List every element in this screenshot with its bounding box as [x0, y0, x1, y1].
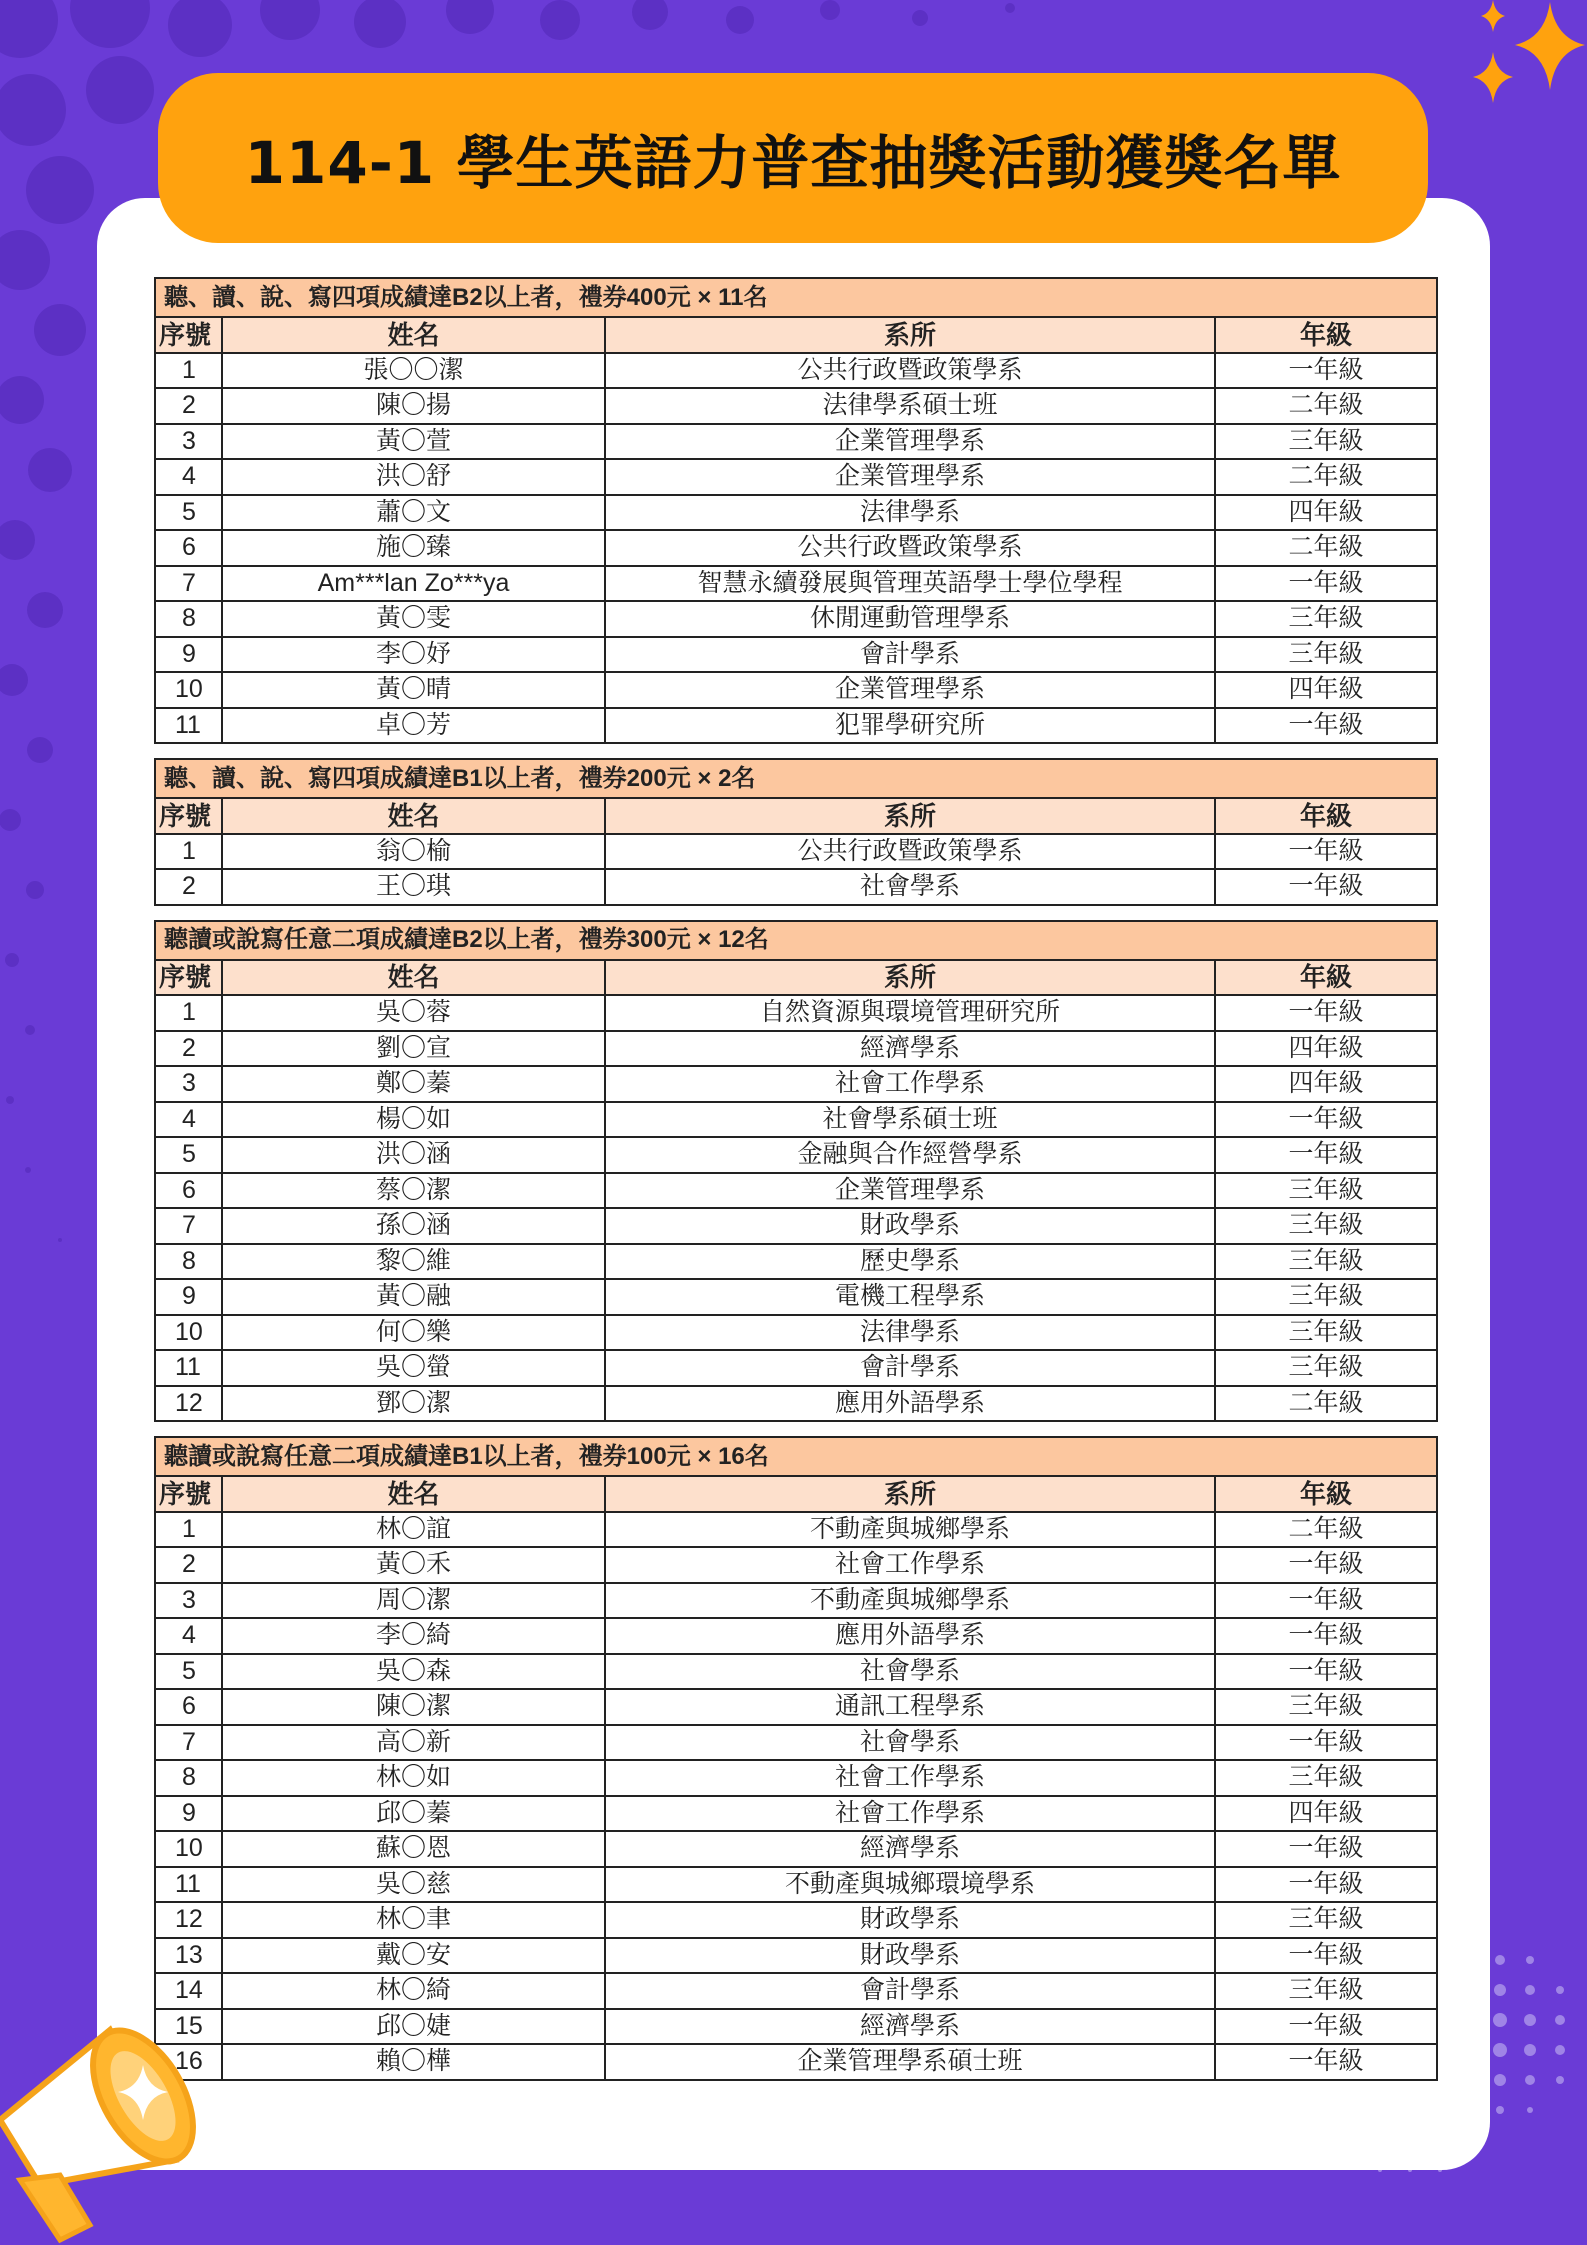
dept-cell: 自然資源與環境管理研究所: [605, 995, 1215, 1031]
table-row: [155, 1760, 1437, 1796]
year-cell: 二年級: [1215, 459, 1437, 495]
table-row: [155, 495, 1437, 531]
seq-cell: 3: [155, 1066, 222, 1102]
seq-cell: 1: [155, 834, 222, 870]
name-cell: 蕭〇文: [222, 495, 605, 531]
dept-cell: 不動產與城鄉環境學系: [605, 1867, 1215, 1903]
year-cell: 一年級: [1215, 995, 1437, 1031]
column-header-seq: 序號: [155, 317, 222, 353]
table-row: [155, 353, 1437, 389]
dept-cell: 企業管理學系: [605, 672, 1215, 708]
name-cell: 王〇琪: [222, 869, 605, 905]
seq-cell: 8: [155, 1244, 222, 1280]
year-cell: 三年級: [1215, 1760, 1437, 1796]
dept-cell: 社會工作學系: [605, 1796, 1215, 1832]
year-cell: 三年級: [1215, 601, 1437, 637]
table-row: [155, 2009, 1437, 2045]
name-cell: 鄭〇蓁: [222, 1066, 605, 1102]
name-cell: 陳〇揚: [222, 388, 605, 424]
name-cell: 吳〇慈: [222, 1867, 605, 1903]
column-header-dept: 系所: [605, 1476, 1215, 1512]
year-cell: 一年級: [1215, 1654, 1437, 1690]
year-cell: 一年級: [1215, 566, 1437, 602]
year-cell: 一年級: [1215, 1547, 1437, 1583]
name-cell: 李〇妤: [222, 637, 605, 673]
dept-cell: 智慧永續發展與管理英語學士學位學程: [605, 566, 1215, 602]
name-cell: 鄧〇潔: [222, 1386, 605, 1422]
seq-cell: 1: [155, 1512, 222, 1548]
sparkle-icon: [1465, 0, 1587, 130]
name-cell: 洪〇涵: [222, 1137, 605, 1173]
dept-cell: 企業管理學系: [605, 1173, 1215, 1209]
name-cell: 劉〇宣: [222, 1031, 605, 1067]
seq-cell: 1: [155, 995, 222, 1031]
year-cell: 四年級: [1215, 672, 1437, 708]
seq-cell: 9: [155, 1279, 222, 1315]
name-cell: 高〇新: [222, 1725, 605, 1761]
year-cell: 一年級: [1215, 1725, 1437, 1761]
dept-cell: 法律學系: [605, 495, 1215, 531]
dept-cell: 財政學系: [605, 1208, 1215, 1244]
year-cell: 三年級: [1215, 1208, 1437, 1244]
table-row: [155, 1796, 1437, 1832]
dept-cell: 社會學系碩士班: [605, 1102, 1215, 1138]
dept-cell: 經濟學系: [605, 1031, 1215, 1067]
table-row: [155, 2044, 1437, 2080]
dept-cell: 公共行政暨政策學系: [605, 834, 1215, 870]
winners-section-table: [154, 1436, 1438, 2081]
seq-cell: 16: [155, 2044, 222, 2080]
dept-cell: 法律學系: [605, 1315, 1215, 1351]
section-header: 聽讀或說寫任意二項成績達B2以上者，禮券300元 × 12名: [155, 921, 1437, 960]
seq-cell: 4: [155, 1102, 222, 1138]
seq-cell: 2: [155, 388, 222, 424]
seq-cell: 7: [155, 1725, 222, 1761]
winners-section-table: [154, 277, 1438, 744]
dept-cell: 應用外語學系: [605, 1386, 1215, 1422]
year-cell: 三年級: [1215, 1279, 1437, 1315]
name-cell: 林〇聿: [222, 1902, 605, 1938]
seq-cell: 11: [155, 708, 222, 744]
table-row: [155, 1725, 1437, 1761]
seq-cell: 11: [155, 1867, 222, 1903]
column-header-name: 姓名: [222, 960, 605, 996]
megaphone-icon: [0, 2010, 200, 2245]
seq-cell: 4: [155, 459, 222, 495]
name-cell: 周〇潔: [222, 1583, 605, 1619]
seq-cell: 2: [155, 869, 222, 905]
year-cell: 二年級: [1215, 530, 1437, 566]
dept-cell: 公共行政暨政策學系: [605, 530, 1215, 566]
column-header-year: 年級: [1215, 317, 1437, 353]
dept-cell: 公共行政暨政策學系: [605, 353, 1215, 389]
table-row: [155, 1208, 1437, 1244]
seq-cell: 8: [155, 601, 222, 637]
dept-cell: 企業管理學系: [605, 424, 1215, 460]
year-cell: 三年級: [1215, 637, 1437, 673]
dept-cell: 不動產與城鄉學系: [605, 1583, 1215, 1619]
name-cell: 翁〇榆: [222, 834, 605, 870]
table-row: [155, 1583, 1437, 1619]
year-cell: 一年級: [1215, 1102, 1437, 1138]
name-cell: 陳〇潔: [222, 1689, 605, 1725]
dept-cell: 社會工作學系: [605, 1547, 1215, 1583]
section-header: 聽、讀、說、寫四項成績達B2以上者，禮券400元 × 11名: [155, 278, 1437, 317]
column-header-seq: 序號: [155, 798, 222, 834]
name-cell: 洪〇舒: [222, 459, 605, 495]
seq-cell: 5: [155, 1654, 222, 1690]
table-row: [155, 424, 1437, 460]
year-cell: 四年級: [1215, 1796, 1437, 1832]
year-cell: 一年級: [1215, 1618, 1437, 1654]
dept-cell: 企業管理學系: [605, 459, 1215, 495]
dept-cell: 會計學系: [605, 1350, 1215, 1386]
table-row: [155, 1137, 1437, 1173]
column-header-name: 姓名: [222, 798, 605, 834]
seq-cell: 1: [155, 353, 222, 389]
year-cell: 三年級: [1215, 1244, 1437, 1280]
name-cell: 黃〇融: [222, 1279, 605, 1315]
dept-cell: 法律學系碩士班: [605, 388, 1215, 424]
dept-cell: 社會學系: [605, 1654, 1215, 1690]
seq-cell: 3: [155, 424, 222, 460]
year-cell: 一年級: [1215, 1938, 1437, 1974]
table-row: [155, 1066, 1437, 1102]
dept-cell: 財政學系: [605, 1938, 1215, 1974]
year-cell: 三年級: [1215, 1315, 1437, 1351]
dept-cell: 電機工程學系: [605, 1279, 1215, 1315]
table-row: [155, 1973, 1437, 2009]
seq-cell: 11: [155, 1350, 222, 1386]
seq-cell: 14: [155, 1973, 222, 2009]
year-cell: 三年級: [1215, 1973, 1437, 2009]
table-row: [155, 1618, 1437, 1654]
name-cell: 戴〇安: [222, 1938, 605, 1974]
name-cell: 林〇如: [222, 1760, 605, 1796]
name-cell: 蘇〇恩: [222, 1831, 605, 1867]
dept-cell: 通訊工程學系: [605, 1689, 1215, 1725]
table-row: [155, 530, 1437, 566]
name-cell: 林〇誼: [222, 1512, 605, 1548]
table-row: [155, 1350, 1437, 1386]
winners-tables: [154, 277, 1436, 2095]
year-cell: 一年級: [1215, 1137, 1437, 1173]
dept-cell: 社會工作學系: [605, 1760, 1215, 1796]
name-cell: 楊〇如: [222, 1102, 605, 1138]
name-cell: 孫〇涵: [222, 1208, 605, 1244]
year-cell: 一年級: [1215, 1583, 1437, 1619]
name-cell: Am***lan Zo***ya: [222, 566, 605, 602]
table-row: [155, 1512, 1437, 1548]
name-cell: 賴〇樺: [222, 2044, 605, 2080]
table-row: [155, 1386, 1437, 1422]
dept-cell: 會計學系: [605, 1973, 1215, 2009]
table-row: [155, 834, 1437, 870]
seq-cell: 13: [155, 1938, 222, 1974]
table-row: [155, 1938, 1437, 1974]
table-row: [155, 1831, 1437, 1867]
year-cell: 四年級: [1215, 1066, 1437, 1102]
year-cell: 三年級: [1215, 1689, 1437, 1725]
table-row: [155, 1689, 1437, 1725]
year-cell: 二年級: [1215, 388, 1437, 424]
dept-cell: 休閒運動管理學系: [605, 601, 1215, 637]
name-cell: 李〇綺: [222, 1618, 605, 1654]
seq-cell: 6: [155, 1173, 222, 1209]
year-cell: 三年級: [1215, 1902, 1437, 1938]
name-cell: 何〇樂: [222, 1315, 605, 1351]
year-cell: 一年級: [1215, 708, 1437, 744]
name-cell: 黃〇晴: [222, 672, 605, 708]
name-cell: 邱〇蓁: [222, 1796, 605, 1832]
name-cell: 黃〇萱: [222, 424, 605, 460]
seq-cell: 2: [155, 1547, 222, 1583]
year-cell: 一年級: [1215, 2044, 1437, 2080]
section-header: 聽、讀、說、寫四項成績達B1以上者，禮券200元 × 2名: [155, 759, 1437, 798]
column-header-name: 姓名: [222, 317, 605, 353]
name-cell: 黎〇維: [222, 1244, 605, 1280]
table-row: [155, 1173, 1437, 1209]
table-row: [155, 1547, 1437, 1583]
table-row: [155, 1031, 1437, 1067]
table-row: [155, 1654, 1437, 1690]
name-cell: 黃〇禾: [222, 1547, 605, 1583]
year-cell: 一年級: [1215, 1831, 1437, 1867]
column-header-year: 年級: [1215, 960, 1437, 996]
table-row: [155, 1244, 1437, 1280]
section-header: 聽讀或說寫任意二項成績達B1以上者，禮券100元 × 16名: [155, 1437, 1437, 1476]
seq-cell: 10: [155, 672, 222, 708]
dept-cell: 企業管理學系碩士班: [605, 2044, 1215, 2080]
table-row: [155, 601, 1437, 637]
dept-cell: 犯罪學研究所: [605, 708, 1215, 744]
table-row: [155, 869, 1437, 905]
name-cell: 林〇綺: [222, 1973, 605, 2009]
seq-cell: 12: [155, 1902, 222, 1938]
year-cell: 二年級: [1215, 1512, 1437, 1548]
dept-cell: 金融與合作經營學系: [605, 1137, 1215, 1173]
dept-cell: 會計學系: [605, 637, 1215, 673]
table-row: [155, 1102, 1437, 1138]
table-row: [155, 1902, 1437, 1938]
table-row: [155, 388, 1437, 424]
table-row: [155, 708, 1437, 744]
seq-cell: 15: [155, 2009, 222, 2045]
table-row: [155, 459, 1437, 495]
column-header-year: 年級: [1215, 798, 1437, 834]
column-header-dept: 系所: [605, 960, 1215, 996]
name-cell: 蔡〇潔: [222, 1173, 605, 1209]
column-header-dept: 系所: [605, 317, 1215, 353]
seq-cell: 8: [155, 1760, 222, 1796]
year-cell: 三年級: [1215, 1173, 1437, 1209]
seq-cell: 7: [155, 566, 222, 602]
column-header-dept: 系所: [605, 798, 1215, 834]
year-cell: 一年級: [1215, 1867, 1437, 1903]
page-title: 114-1 學生英語力普查抽獎活動獲獎名單: [244, 129, 1342, 197]
winners-section-table: [154, 758, 1438, 906]
name-cell: 卓〇芳: [222, 708, 605, 744]
year-cell: 一年級: [1215, 834, 1437, 870]
table-row: [155, 1315, 1437, 1351]
year-cell: 一年級: [1215, 869, 1437, 905]
table-row: [155, 995, 1437, 1031]
name-cell: 黃〇雯: [222, 601, 605, 637]
year-cell: 四年級: [1215, 1031, 1437, 1067]
column-header-name: 姓名: [222, 1476, 605, 1512]
seq-cell: 4: [155, 1618, 222, 1654]
seq-cell: 5: [155, 495, 222, 531]
dept-cell: 財政學系: [605, 1902, 1215, 1938]
year-cell: 三年級: [1215, 1350, 1437, 1386]
year-cell: 一年級: [1215, 2009, 1437, 2045]
seq-cell: 7: [155, 1208, 222, 1244]
year-cell: 四年級: [1215, 495, 1437, 531]
seq-cell: 10: [155, 1831, 222, 1867]
name-cell: 吳〇蓉: [222, 995, 605, 1031]
table-row: [155, 1867, 1437, 1903]
seq-cell: 6: [155, 1689, 222, 1725]
seq-cell: 3: [155, 1583, 222, 1619]
column-header-seq: 序號: [155, 960, 222, 996]
table-row: [155, 566, 1437, 602]
dept-cell: 社會學系: [605, 1725, 1215, 1761]
seq-cell: 2: [155, 1031, 222, 1067]
name-cell: 吳〇森: [222, 1654, 605, 1690]
column-header-year: 年級: [1215, 1476, 1437, 1512]
dept-cell: 社會學系: [605, 869, 1215, 905]
year-cell: 三年級: [1215, 424, 1437, 460]
dept-cell: 經濟學系: [605, 1831, 1215, 1867]
dept-cell: 應用外語學系: [605, 1618, 1215, 1654]
dept-cell: 歷史學系: [605, 1244, 1215, 1280]
seq-cell: 10: [155, 1315, 222, 1351]
name-cell: 施〇臻: [222, 530, 605, 566]
dept-cell: 不動產與城鄉學系: [605, 1512, 1215, 1548]
table-row: [155, 672, 1437, 708]
name-cell: 吳〇螢: [222, 1350, 605, 1386]
seq-cell: 6: [155, 530, 222, 566]
dept-cell: 經濟學系: [605, 2009, 1215, 2045]
title-banner: [158, 73, 1428, 243]
name-cell: 張〇〇潔: [222, 353, 605, 389]
dept-cell: 社會工作學系: [605, 1066, 1215, 1102]
seq-cell: 12: [155, 1386, 222, 1422]
year-cell: 一年級: [1215, 353, 1437, 389]
winners-section-table: [154, 920, 1438, 1423]
seq-cell: 5: [155, 1137, 222, 1173]
name-cell: 邱〇婕: [222, 2009, 605, 2045]
seq-cell: 9: [155, 1796, 222, 1832]
table-row: [155, 637, 1437, 673]
seq-cell: 9: [155, 637, 222, 673]
column-header-seq: 序號: [155, 1476, 222, 1512]
table-row: [155, 1279, 1437, 1315]
year-cell: 二年級: [1215, 1386, 1437, 1422]
